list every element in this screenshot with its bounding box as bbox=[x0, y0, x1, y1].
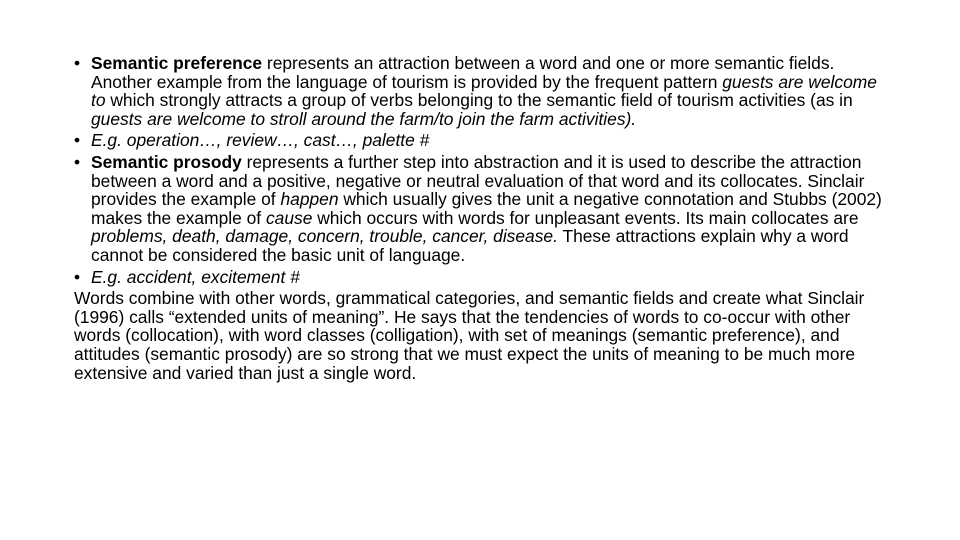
bullet-marker: • bbox=[74, 53, 81, 73]
text-segment: which occurs with words for unpleasant events. Its main collocates are bbox=[312, 207, 859, 228]
bullet-text bbox=[91, 267, 300, 287]
bullet-marker: • bbox=[74, 266, 81, 287]
bullet-list bbox=[74, 54, 894, 286]
text-segment: Semantic preference bbox=[91, 53, 263, 73]
text-segment: happen bbox=[280, 189, 339, 210]
text-segment: E.g. operation…, review…, cast…, palette # bbox=[91, 130, 430, 151]
text-segment: These attractions explain why a word cannot be considered the basic unit of language. bbox=[91, 226, 849, 265]
bullet-text bbox=[91, 152, 882, 265]
bullet-text bbox=[91, 53, 877, 129]
bullet-item bbox=[74, 54, 894, 128]
closing-paragraph: Words combine with other words, grammatical categories, and semantic fields and create what Sinclair (1996) calls “extended units of meaning”. He says that the tendencies of words to co-occur with other words (collocation), with word classes (colligation), with set of meanings (semantic preference), and attitudes (semantic prosody) are so strong that we must expect the units of meaning to be much more extensive and varied than just a single word. bbox=[74, 288, 865, 383]
text-segment: problems, death, damage, concern, trouble, cancer, disease. bbox=[91, 226, 558, 247]
text-segment: E.g. accident, excitement # bbox=[91, 266, 300, 287]
text-segment: which usually gives the unit a negative connotation and Stubbs (2002) makes the example of bbox=[91, 189, 882, 228]
text-segment: represents a further step into abstraction and it is used to describe the attraction between a word and a positive, negative or neutral evaluation of that word and its collocates. Sinclair provides the example of bbox=[91, 151, 865, 210]
bullet-marker: • bbox=[74, 151, 81, 172]
text-segment: which strongly attracts a group of verbs belonging to the semantic field of tourism activities (as in bbox=[105, 90, 853, 111]
bullet-text bbox=[91, 130, 429, 150]
bullet-marker: • bbox=[74, 130, 81, 151]
bullet-item bbox=[74, 268, 894, 287]
text-segment: represents an attraction between a word and one or more semantic fields. Another example from the language of tourism is provided by the frequent pattern bbox=[91, 53, 835, 92]
text-segment: guests are welcome to bbox=[91, 71, 877, 111]
text-segment: Semantic prosody bbox=[91, 151, 242, 172]
text-segment: cause bbox=[265, 207, 313, 228]
slide-body bbox=[74, 54, 894, 382]
text-segment: guests are welcome to stroll around the farm/to join the farm activities). bbox=[91, 108, 637, 129]
bullet-item bbox=[74, 153, 894, 265]
bullet-item bbox=[74, 131, 894, 150]
